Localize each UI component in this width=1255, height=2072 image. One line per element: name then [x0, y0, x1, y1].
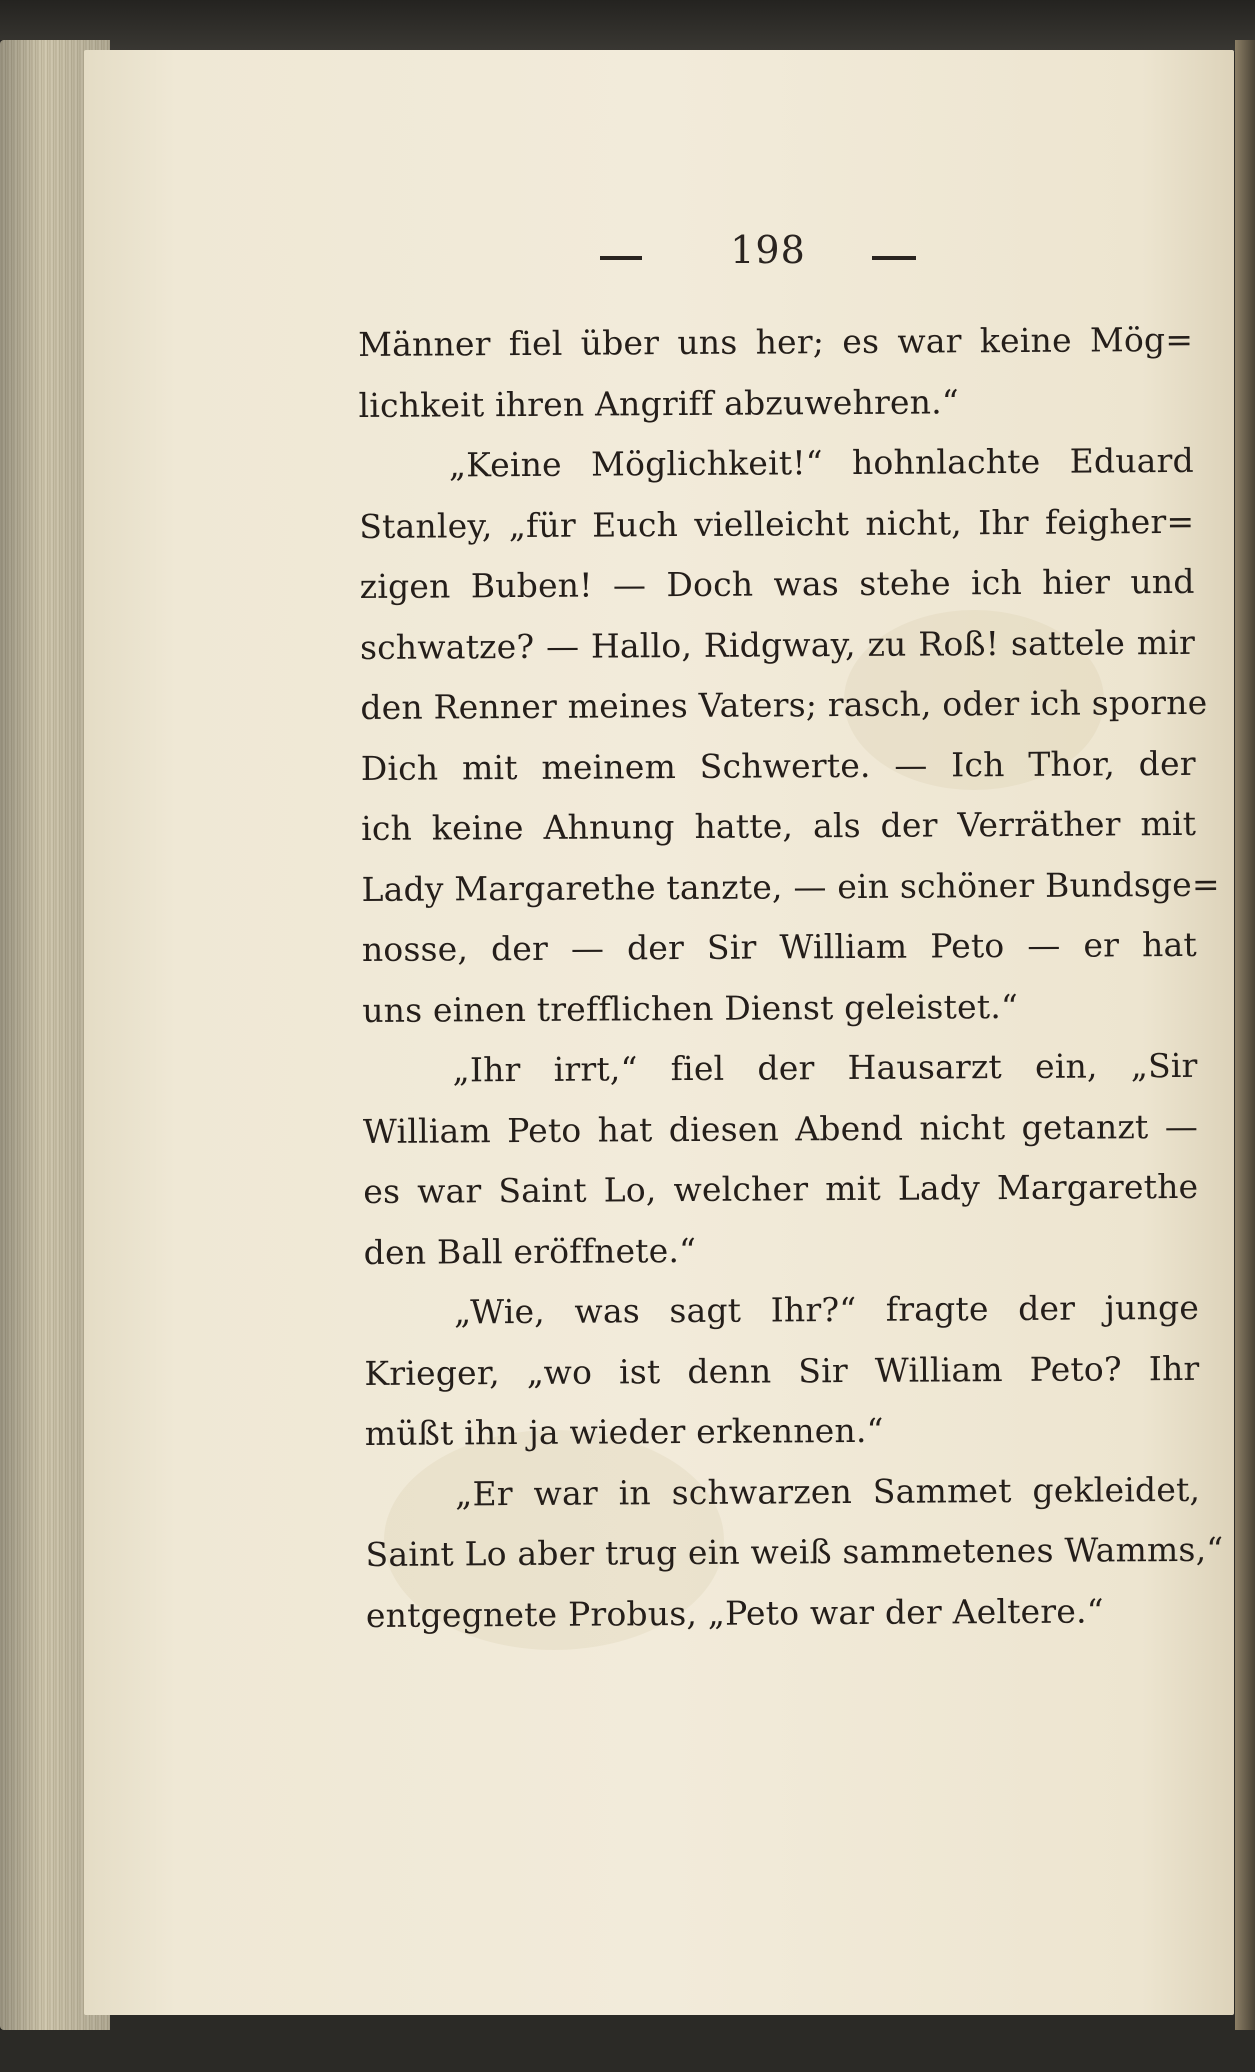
book-top-shadow [0, 0, 1255, 52]
text-line: ich keine Ahnung hatte, als der Verräther mit [361, 803, 1197, 848]
text-line: entgegnete Probus, „Peto war der Aeltere.“ [365, 1590, 1104, 1635]
text-line: Männer fiel über uns her; es war keine Mög= [358, 319, 1194, 364]
text-line: den Renner meines Vaters; rasch, oder ich sporne [360, 682, 1208, 727]
header-dash-right [872, 256, 916, 260]
text-line: nosse, der — der Sir William Peto — er hat [361, 924, 1197, 969]
text-line: Lady Margarethe tanzte, — ein schöner Bundsge= [361, 864, 1220, 909]
text-line: zigen Buben! — Doch was stehe ich hier und [359, 561, 1195, 606]
text-line: „Wie, was sagt Ihr?“ fragte der junge [453, 1287, 1200, 1332]
body-text [358, 310, 1224, 1646]
page-number: 198 [730, 228, 806, 272]
page-header [590, 228, 930, 284]
text-line: schwatze? — Hallo, Ridgway, zu Roß! sattele mir [359, 622, 1196, 667]
text-line: es war Saint Lo, welcher mit Lady Margarethe [363, 1166, 1199, 1211]
text-line: „Keine Möglichkeit!“ hohnlachte Eduard [448, 440, 1195, 485]
text-line: „Ihr irrt,“ fiel der Hausarzt ein, „Sir [452, 1045, 1198, 1090]
book-cover-edge [1235, 40, 1255, 2030]
text-line: müßt ihn ja wieder erkennen.“ [364, 1410, 884, 1453]
text-line: William Peto hat diesen Abend nicht getanzt — [362, 1106, 1199, 1151]
text-line: Krieger, „wo ist denn Sir William Peto? Ihr [364, 1348, 1200, 1393]
text-line: uns einen trefflichen Dienst geleistet.“ [362, 986, 1019, 1030]
text-line: „Er war in schwarzen Sammet gekleidet, [455, 1469, 1201, 1513]
text-line: Saint Lo aber trug ein weiß sammetenes Wamms,“ [365, 1529, 1224, 1574]
text-line: lichkeit ihren Angriff abzuwehren.“ [358, 381, 960, 425]
text-line: Dich mit meinem Schwerte. — Ich Thor, der [360, 743, 1196, 788]
text-line: den Ball eröffnete.“ [363, 1230, 697, 1272]
header-dash-left [600, 256, 642, 260]
text-line: Stanley, „für Euch vielleicht nicht, Ihr feigher= [359, 501, 1195, 546]
